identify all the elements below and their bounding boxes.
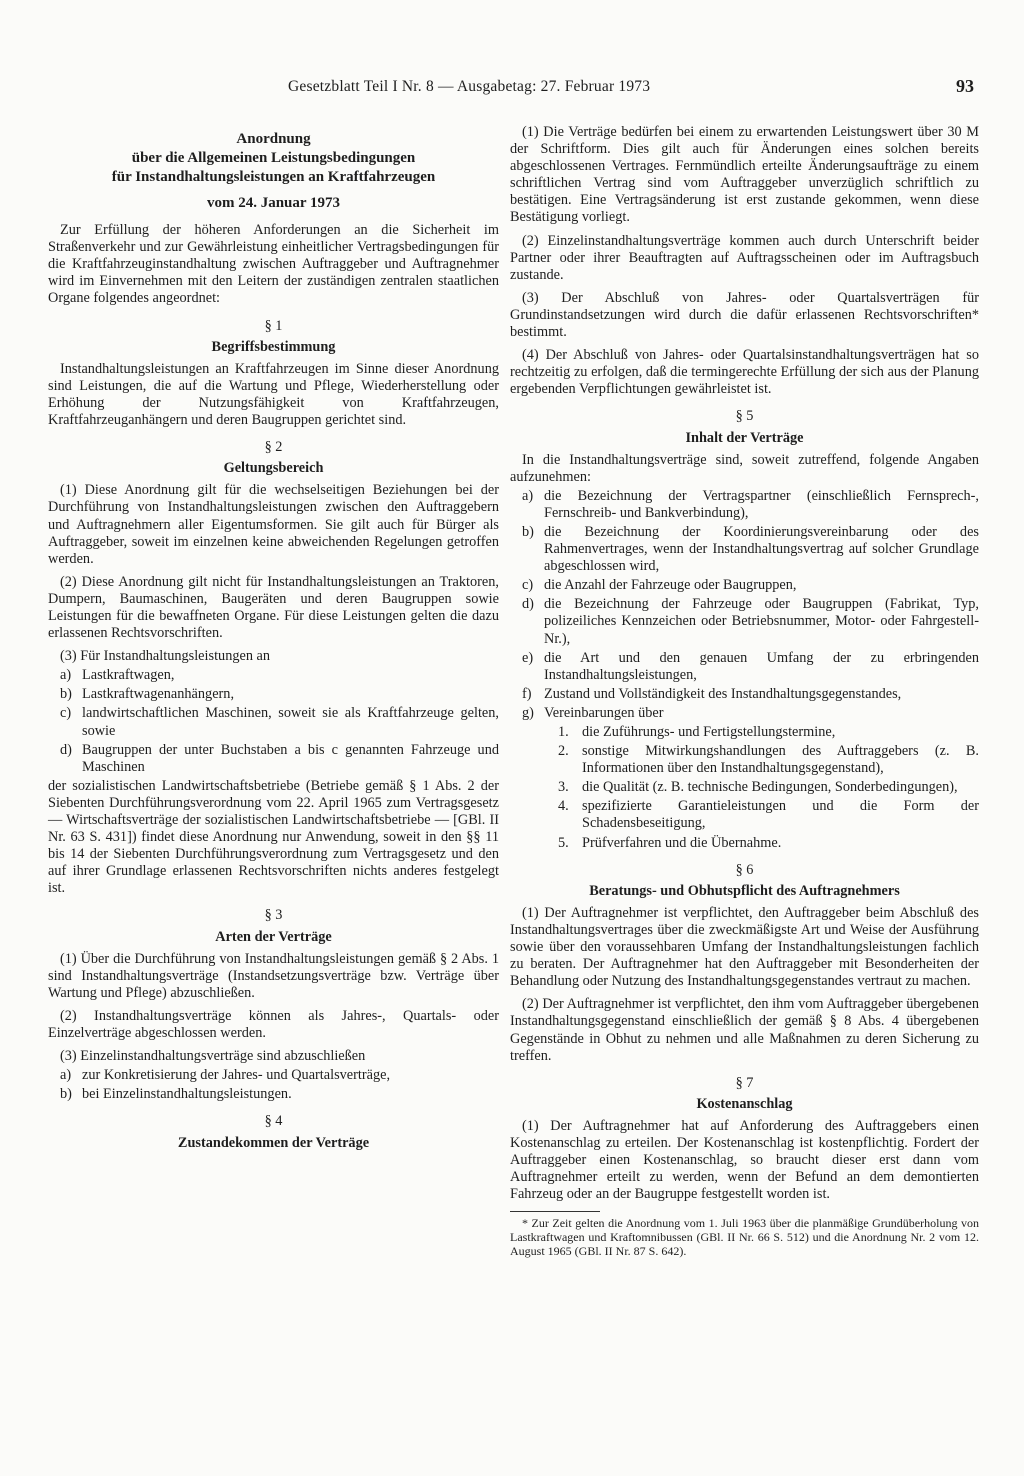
sublist-text: die Zuführungs- und Fertigstellungstermine, bbox=[582, 724, 836, 740]
right-column bbox=[510, 124, 979, 1258]
list-label: a) bbox=[522, 487, 534, 504]
section-title: Arten der Verträge bbox=[215, 928, 332, 945]
section-number: § 4 bbox=[264, 1113, 283, 1130]
section-paragraph: (4) Der Abschluß von Jahres- oder Quartalsinstandhaltungsverträgen hat so rechtzeitig zu erfolgen, daß die termingerechte Erfüllung der sich aus der Planung ergebenden Verpflichtungen gewährleistet ist. bbox=[510, 347, 979, 398]
section-number: § 1 bbox=[264, 317, 283, 334]
section-paragraph: (2) Der Auftragnehmer ist verpflichtet, den ihm vom Auftraggeber übergebenen Instandhaltungsgegenstand einschließlich der gemäß § 8 Abs. 4 übergebenen Gegenstände in Obhut zu nehmen und alle Maßnahmen zu deren Sicherung zu treffen. bbox=[510, 996, 979, 1064]
sublist-label: 5. bbox=[558, 834, 569, 851]
section-paragraph: (1) Diese Anordnung gilt für die wechselseitigen Beziehungen bei der Durchführung von Instandhaltungsleistungen zwischen den Auftraggebern und Auftragnehmern aller Eigentumsformen. Sie gilt auch für Bürger als Auftraggeber, soweit im einzelnen keine abweichenden Regelungen getroffen werden. bbox=[48, 482, 499, 567]
section-paragraph: (3) Für Instandhaltungsleistungen an bbox=[60, 648, 271, 665]
sublist-label: 3. bbox=[558, 779, 569, 796]
list-label: d) bbox=[522, 596, 534, 613]
section-paragraph: der sozialistischen Landwirtschaftsbetriebe (Betriebe gemäß § 1 Abs. 2 der Siebenten Durchführungsverordnung vom 22. April 1965 zum Vertragsgesetz — Wirtschaftsverträge der sozialistischen Landwirtschaftsbetriebe — [GBl. II Nr. 63 S. 431]) findet diese Anordnung nur Anwendung, soweit in den §§ 11 bis 14 der Siebenten Durchführungsverordnung zum Vertragsgesetz und den auf ihrer Grundlage erlassenen Rechtsvorschriften nichts anderes festgelegt ist. bbox=[48, 777, 499, 897]
list-text: Lastkraftwagenanhängern, bbox=[82, 686, 235, 703]
sublist-item bbox=[558, 835, 979, 852]
list-label: b) bbox=[60, 686, 72, 703]
list-item bbox=[522, 686, 979, 703]
title-line: für Instandhaltungsleistungen an Kraftfahrzeugen bbox=[111, 169, 436, 185]
list-item bbox=[522, 488, 979, 522]
section-title: Beratungs- und Obhutspflicht des Auftragnehmers bbox=[589, 882, 900, 899]
section-title: Kostenanschlag bbox=[696, 1095, 793, 1112]
list-text: die Bezeichnung der Koordinierungsvereinbarung oder des Rahmenvertrages, wenn der Instandhaltungsvertrag auf solcher Grundlage abgeschlossen wird, bbox=[544, 523, 979, 575]
sublist-text: sonstige Mitwirkungshandlungen des Auftraggebers (z. B. Informationen über den Instandhaltungsgegenstand), bbox=[582, 743, 979, 777]
list-label: c) bbox=[60, 705, 72, 722]
list-item bbox=[60, 1067, 499, 1084]
preamble: Zur Erfüllung der höheren Anforderungen an die Sicherheit im Straßenverkehr und zur Gewährleistung einheitlicher Vertragsbedingungen für die Kraftfahrzeuginstandhaltung zwischen Auftraggeber und Auftragnehmer wird im Einvernehmen mit den Leitern der zuständigen zentralen staatlichen Organe folgendes angeordnet: bbox=[48, 222, 499, 307]
list-label: e) bbox=[522, 649, 534, 666]
sublist-label: 4. bbox=[558, 798, 569, 815]
sublist-text: die Qualität (z. B. technische Bedingungen, Sonderbedingungen), bbox=[582, 779, 958, 796]
section-title: Inhalt der Verträge bbox=[685, 429, 804, 446]
list-label: c) bbox=[522, 577, 534, 594]
list-text: die Anzahl der Fahrzeuge oder Baugruppen, bbox=[544, 577, 797, 594]
sublist-text: spezifizierte Garantieleistungen und die Form der Schadensbeseitigung, bbox=[582, 798, 979, 832]
list-item bbox=[60, 742, 499, 776]
sublist-item bbox=[558, 743, 979, 777]
section-paragraph: (3) Der Abschluß von Jahres- oder Quartalsverträgen für Grundinstandsetzungen wird durch die dafür erlassenen Rechtsvorschriften* bestimmt. bbox=[510, 289, 979, 341]
list-item bbox=[60, 705, 499, 739]
section-number: § 3 bbox=[264, 907, 283, 924]
list-item bbox=[60, 1086, 499, 1103]
list-label: a) bbox=[60, 1067, 72, 1084]
title-line: über die Allgemeinen Leistungsbedingungen bbox=[131, 150, 416, 166]
section-number: § 6 bbox=[735, 861, 754, 878]
section-paragraph: (2) Einzelinstandhaltungsverträge kommen auch durch Unterschrift beider Partner oder ihrer Beauftragten auf Auftragsscheinen oder im Auftragsbuch zustande. bbox=[510, 232, 979, 283]
section-number: § 5 bbox=[735, 408, 754, 425]
sublist-text: Prüfverfahren und die Übernahme. bbox=[582, 834, 782, 851]
left-column bbox=[48, 124, 499, 1157]
list-text: die Art und den genauen Umfang der zu erbringenden Instandhaltungsleistungen, bbox=[544, 649, 979, 683]
section-title: Begriffsbestimmung bbox=[211, 338, 336, 355]
list-text: die Bezeichnung der Vertragspartner (einschließlich Fernsprech-, Fernschreib- und Bankverbindung), bbox=[544, 487, 979, 521]
section-number: § 7 bbox=[735, 1074, 754, 1091]
list-label: f) bbox=[522, 685, 532, 702]
list-text: bei Einzelinstandhaltungsleistungen. bbox=[82, 1086, 292, 1103]
list-label: a) bbox=[60, 667, 72, 684]
section-number: § 2 bbox=[264, 439, 283, 456]
sublist-item bbox=[558, 798, 979, 832]
footnote: * Zur Zeit gelten die Anordnung vom 1. Juli 1963 über die planmäßige Grundüberholung von Lastkraftwagen und Kraftomnibussen (GBl. II Nr. 66 S. 512) und die Anordnung Nr. 2 vom 12. August 1965 (GBl. II Nr. 87 S. 642). bbox=[510, 1216, 979, 1259]
list-item bbox=[60, 667, 499, 684]
list-text: landwirtschaftlichen Maschinen, soweit sie als Kraftfahrzeuge gelten, sowie bbox=[82, 705, 499, 739]
list-label: b) bbox=[60, 1086, 72, 1103]
document-date: vom 24. Januar 1973 bbox=[206, 195, 341, 211]
page-number: 93 bbox=[956, 76, 974, 96]
list-item bbox=[522, 577, 979, 594]
section-paragraph: (2) Instandhaltungsverträge können als Jahres-, Quartals- oder Einzelverträge abgeschlossen werden. bbox=[48, 1007, 499, 1042]
section-paragraph: Instandhaltungsleistungen an Kraftfahrzeugen im Sinne dieser Anordnung sind Leistungen, die auf die Wartung und Pflege, Wiederherstellung oder Erhöhung der Nutzungsfähigkeit von Kraftfahrzeugen, Kraftfahrzeuganhängern und deren Baugruppen gerichtet sind. bbox=[48, 360, 499, 429]
list-text: zur Konkretisierung der Jahres- und Quartalsverträge, bbox=[82, 1067, 391, 1084]
list-label: d) bbox=[60, 741, 72, 758]
list-label: b) bbox=[522, 523, 534, 540]
list-item bbox=[522, 524, 979, 575]
list-text: Vereinbarungen über bbox=[544, 704, 664, 721]
list-text: die Bezeichnung der Fahrzeuge oder Baugruppen (Fabrikat, Typ, polizeiliches Kennzeichen oder Betriebsnummer, Motor- oder Fahrgestell-Nr.), bbox=[544, 596, 979, 647]
list-text: Lastkraftwagen, bbox=[82, 667, 175, 684]
footnote-divider bbox=[510, 1211, 600, 1212]
page-header bbox=[0, 0, 1024, 100]
sublist-item bbox=[558, 724, 979, 741]
document-title bbox=[48, 130, 499, 187]
section-title: Geltungsbereich bbox=[223, 460, 324, 477]
list-text: Baugruppen der unter Buchstaben a bis c genannten Fahrzeuge und Maschinen bbox=[82, 741, 499, 775]
list-item bbox=[60, 686, 499, 703]
section-paragraph: (1) Die Verträge bedürfen bei einem zu erwartenden Leistungswert über 30 M der Schriftform. Dies gilt auch für Änderungen eines solchen bereits abgeschlossenen Vertrages. Fernmündlich erteilte Änderungsaufträge zu einem schriftlichen Vertrag sind vom Auftraggeber unverzüglich schriftlich zu bestätigen. Eine Vertragsänderung ist erst zustande gekommen, wenn diese Bestätigung vorliegt. bbox=[510, 124, 979, 226]
section-paragraph: (2) Diese Anordnung gilt nicht für Instandhaltungsleistungen an Traktoren, Dumpern, Baumaschinen, Baugeräten und deren Baugruppen sowie Leistungen für die bewaffneten Organe. Für diese Leistungen gelten die dazu erlassenen Rechtsvorschriften. bbox=[48, 573, 499, 642]
list-text: Zustand und Vollständigkeit des Instandhaltungsgegenstandes, bbox=[544, 685, 902, 702]
sublist-label: 2. bbox=[558, 743, 569, 760]
list-item bbox=[522, 650, 979, 684]
list-item bbox=[522, 596, 979, 647]
title-line: Anordnung bbox=[236, 131, 311, 147]
list-label: g) bbox=[522, 704, 534, 721]
list-item bbox=[522, 705, 979, 722]
section-paragraph: (3) Einzelinstandhaltungsverträge sind abzuschließen bbox=[60, 1048, 366, 1065]
section-paragraph: In die Instandhaltungsverträge sind, soweit zutreffend, folgende Angaben aufzunehmen: bbox=[510, 451, 979, 485]
sublist-label: 1. bbox=[558, 724, 569, 740]
section-title: Zustandekommen der Verträge bbox=[177, 1134, 370, 1151]
section-paragraph: (1) Der Auftragnehmer hat auf Anforderung des Auftraggebers einen Kostenanschlag zu erteilen. Der Kostenanschlag ist kostenpflichtig. Fordert der Auftraggeber einen Kostenanschlag, so braucht dieser erst dann vom Auftragnehmer erteilt zu werden, wenn der Befund an dem demontierten Fahrzeug oder an der Baugruppe festgestellt worden ist. bbox=[510, 1117, 979, 1203]
section-paragraph: (1) Über die Durchführung von Instandhaltungsleistungen gemäß § 2 Abs. 1 sind Instandhaltungsverträge (Instandsetzungsverträge bzw. Verträge über Wartung und Pflege) abzuschließen. bbox=[48, 950, 499, 1001]
sublist-item bbox=[558, 779, 979, 796]
running-title: Gesetzblatt Teil I Nr. 8 — Ausgabetag: 27. Februar 1973 bbox=[288, 78, 651, 95]
section-paragraph: (1) Der Auftragnehmer ist verpflichtet, den Auftraggeber beim Abschluß des Instandhaltungsvertrages über die zweckmäßigste Art und Weise der Ausführung sowie über den voraussehbaren Umfang der Instandhaltungsleistungen fachlich zu beraten. Der Auftragnehmer hat den Auftraggeber mit Besonderheiten der Behandlung oder Nutzung des Instandhaltungsgegenstandes vertraut zu machen. bbox=[510, 904, 979, 990]
